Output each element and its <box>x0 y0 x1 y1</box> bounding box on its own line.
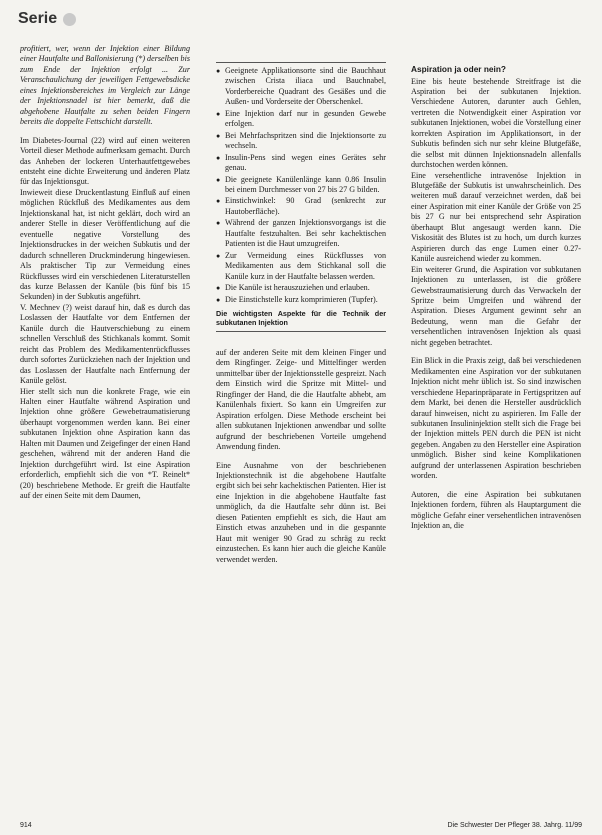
summary-item: ● Einstichwinkel: 90 Grad (senkrecht zur Hautoberfläche). <box>216 196 386 217</box>
paragraph: Ein weiterer Grund, die Aspiration vor subkutanen Injektionen zu unterlassen, ist die größere Gewebstraumatisierung durch das Verwackeln der Spritze beim Umgreifen und während der Aspiration. Dieses Argument gewinnt sehr an Bedeutung, wenn man die Gefahr der versehentlichen intravenösen Injektion als quasi nicht gegeben betrachtet. <box>411 264 581 347</box>
paragraph: Eine versehentliche intravenöse Injektion in Blutgefäße der Subkutis ist unwahrscheinlich. Des weiteren muß darauf verzeichnet werden, daß bei einer Aspiration mit einer Kanüle der Größe von 25 bis 27 G nur bei entsprechend sehr Aspiration überhaupt Blut angesaugt werden kann. Die Viskosität des Blutes ist zu hoch, um durch kurzes Aspirieren durch das enge Lumen einer 0.27-Kanüle ausreichend wieder zu kommen. <box>411 170 581 264</box>
page-number: 914 <box>20 822 32 829</box>
summary-item: ● Eine Injektion darf nur in gesunden Gewebe erfolgen. <box>216 109 386 130</box>
summary-item: ● Insulin-Pens sind wegen eines Gerätes sehr genau. <box>216 153 386 174</box>
paragraph: Inwieweit diese Druckentlastung Einfluß auf einen möglichen Rückfluß des Medikamentes aus dem Injektionskanal hat, ist nicht geklärt, doch wird an anderer Stelle in dieser Veröffentlichung auf die eventuelle negative Vorstellung des Injektionsdruckes in der weichen Subkutis und der dadurch schnelleren Druckminderung hingewiesen. Als praktischer Tip zur Vermeidung eines Rückflusses wird ein verschiedenen Literaturstellen das kurze Belassen der Kanüle (bis fünf bis 15 Sekunden) in der Subkutis angeführt. <box>20 187 190 302</box>
summary-item: ● Die geeignete Kanülenlänge kann 0.86 Insulin bei einem Durchmesser von 27 bis 27 G bilden. <box>216 175 386 196</box>
box-caption: Die wichtigsten Aspekte für die Technik der subkutanen Injektion <box>216 308 386 327</box>
column-3 <box>411 44 581 812</box>
journal-citation: Die Schwester Der Pfleger 38. Jahrg. 11/99 <box>447 822 582 829</box>
paragraph: V. Mechnev (?) weist darauf hin, daß es durch das Loslassen der Hautfalte vor dem Entfernen der Kanüle durch die Hautverschiebung zu einem schnellen Verschluß des Stichkanals kommt. Somit reicht das Problem des Medikamentenrückflusses durch sofortes Zurückziehen nach der Injektion und das Loslassen der Hautfalte nach Entfernung der Kanüle gelöst. <box>20 302 190 386</box>
summary-item: ● Die Einstichstelle kurz komprimieren (Tupfer). <box>216 295 386 305</box>
summary-list <box>216 66 386 305</box>
series-header <box>18 6 76 32</box>
summary-item: ● Während der ganzen Injektionsvorgangs ist die Hautfalte festzuhalten. Bei sehr kachektischen Patienten ist die Haut umzugreifen. <box>216 218 386 249</box>
series-dot-icon <box>63 13 76 26</box>
paragraph: Autoren, die eine Aspiration bei subkutanen Injektionen fordern, führen als Hauptargument die mögliche Gefahr einer versehentlichen intravenösen Injektion an, die <box>411 489 581 531</box>
paragraph: Eine bis heute bestehende Streitfrage ist die Aspiration bei der subkutanen Injektion. Verschiedene Autoren, darunter auch Gehlen, vertreten die Notwendigkeit einer Aspiration vor subkutanen Injektionen, wobei die Vorstellung einer korrekten Aspiration im Applikationsort, in der Subkutis befinden sich nur sehr kleine Blutgefäße, die selbst mit dünnen Injektionsnadeln allenfalls durchstochen werden können. <box>411 76 581 170</box>
summary-box <box>216 62 386 332</box>
summary-item: ● Geeignete Applikationsorte sind die Bauchhaut zwischen Crista iliaca und Bauchnabel, Vorderbereiche Quadrant des Gesäßes und die Außen- und Vorderseite der Oberschenkel. <box>216 66 386 108</box>
summary-item: ● Die Kanüle ist herauszuziehen und erlauben. <box>216 283 386 293</box>
paragraph: Eine Ausnahme von der beschriebenen Injektionstechnik ist die abgehobene Hautfalte ergibt sich bei sehr kachektischen Patienten. Hier ist eine Injektion in die abgehobene Hautfalte fast unmöglich, da die Hautfalte sehr dünn ist. Bei diesen Patienten empfiehlt es sich, die Haut am Einstich etwas anzuheben und in die gespannte Haut mit weniger 90 Grad zu schräg zu reckt einzustechen. Es kann hier auch die gleiche Kanüle verwendet werden. <box>216 460 386 564</box>
column-1 <box>20 44 190 812</box>
summary-item: ● Bei Mehrfachspritzen sind die Injektionsorte zu wechseln. <box>216 131 386 152</box>
series-title: Serie <box>18 10 58 27</box>
paragraph: Im Diabetes-Journal (22) wird auf einen weiteren Vorteil dieser Methode aufmerksam gemacht. Durch das Anheben der lockeren Unterhautfettgewebes entsteht eine dichte Erweiterung und änderen Platz für das Injektionsgut. <box>20 135 190 187</box>
paragraph: Hier stellt sich nun die konkrete Frage, wie ein Halten einer Hautfalte während Aspiration und Injektion ohne größere Gewebetraumatisierung überhaupt vorgenommen werden kann. Bei einer subkutanen Injektion ohne Aspiration kann das Halten mit Daumen und Zeigefinger der einen Hand geschehen, während mit der anderen Hand die Injektion durchgeführt wird. Ist eine Aspiration erforderlich, empfiehlt sich die von *T. Reinelt* (20) beschriebene Methode. Er greift die Hautfalte auf der einen Seite mit dem Daumen, <box>20 386 190 501</box>
page-footer <box>20 822 582 829</box>
section-heading: Aspiration ja oder nein? <box>411 64 506 74</box>
column-2 <box>216 44 386 812</box>
intro-italic-paragraph: profitiert, wer, wenn der Injektion einer Bildung einer Hautfalte und Ballonisierung (*) derselben bis zum Ende der Injektion erfolgt ... Zur Veranschaulichung der jeweiligen Fettgewebsdicke eines Injektionsbereiches im Vergleich zur Länge der Injektionsnadel ist hier bemerkt, daß die abgehobene Hautfalte zu sehen beiden Fingern bereits die doppelte Fettschicht darstellt. <box>20 44 190 127</box>
summary-item: ● Zur Vermeidung eines Rückflusses von Medikamenten aus dem Stichkanal soll die Kanüle kurz in der Hautfalte belassen werden. <box>216 251 386 282</box>
paragraph: auf der anderen Seite mit dem kleinen Finger und dem Ringfinger. Zeige- und Mittelfinger werden unmittelbar über der Injektionsstelle gespreizt. Nach dem Einstich wird die Spritze mit Mittel- und Ringfinger der Hand, die die Hautfalte abhebt, am Kanülenhals fixiert. So kann ein Umgreifen zur Aspiration erfolgen. Diese Methode erscheint bei allen subkutanen Injektionen anwendbar und sollte aufgrund der beschriebenen Vorteile umgehend Anwendung finden. <box>216 347 386 452</box>
paragraph: Ein Blick in die Praxis zeigt, daß bei verschiedenen Medikamenten eine Aspiration vor der subkutanen Injektion nicht mehr üblich ist. So sind inzwischen verschiedene Heparinpräparate in Fertigspritzen auf dem Markt, bei denen die Hersteller ausdrücklich darauf hinweisen, nicht zu aspirieren. Im Falle der subkutanen Insulininjektion stellt sich die Frage bei der Injektion mittels PEN durch die PEN ist nicht gegeben. Angaben zu den Hersteller eine Aspiration unmöglich. Bisher sind keine Komplikationen aufgrund der unterlassenen Aspiration beschrieben worden. <box>411 356 581 481</box>
